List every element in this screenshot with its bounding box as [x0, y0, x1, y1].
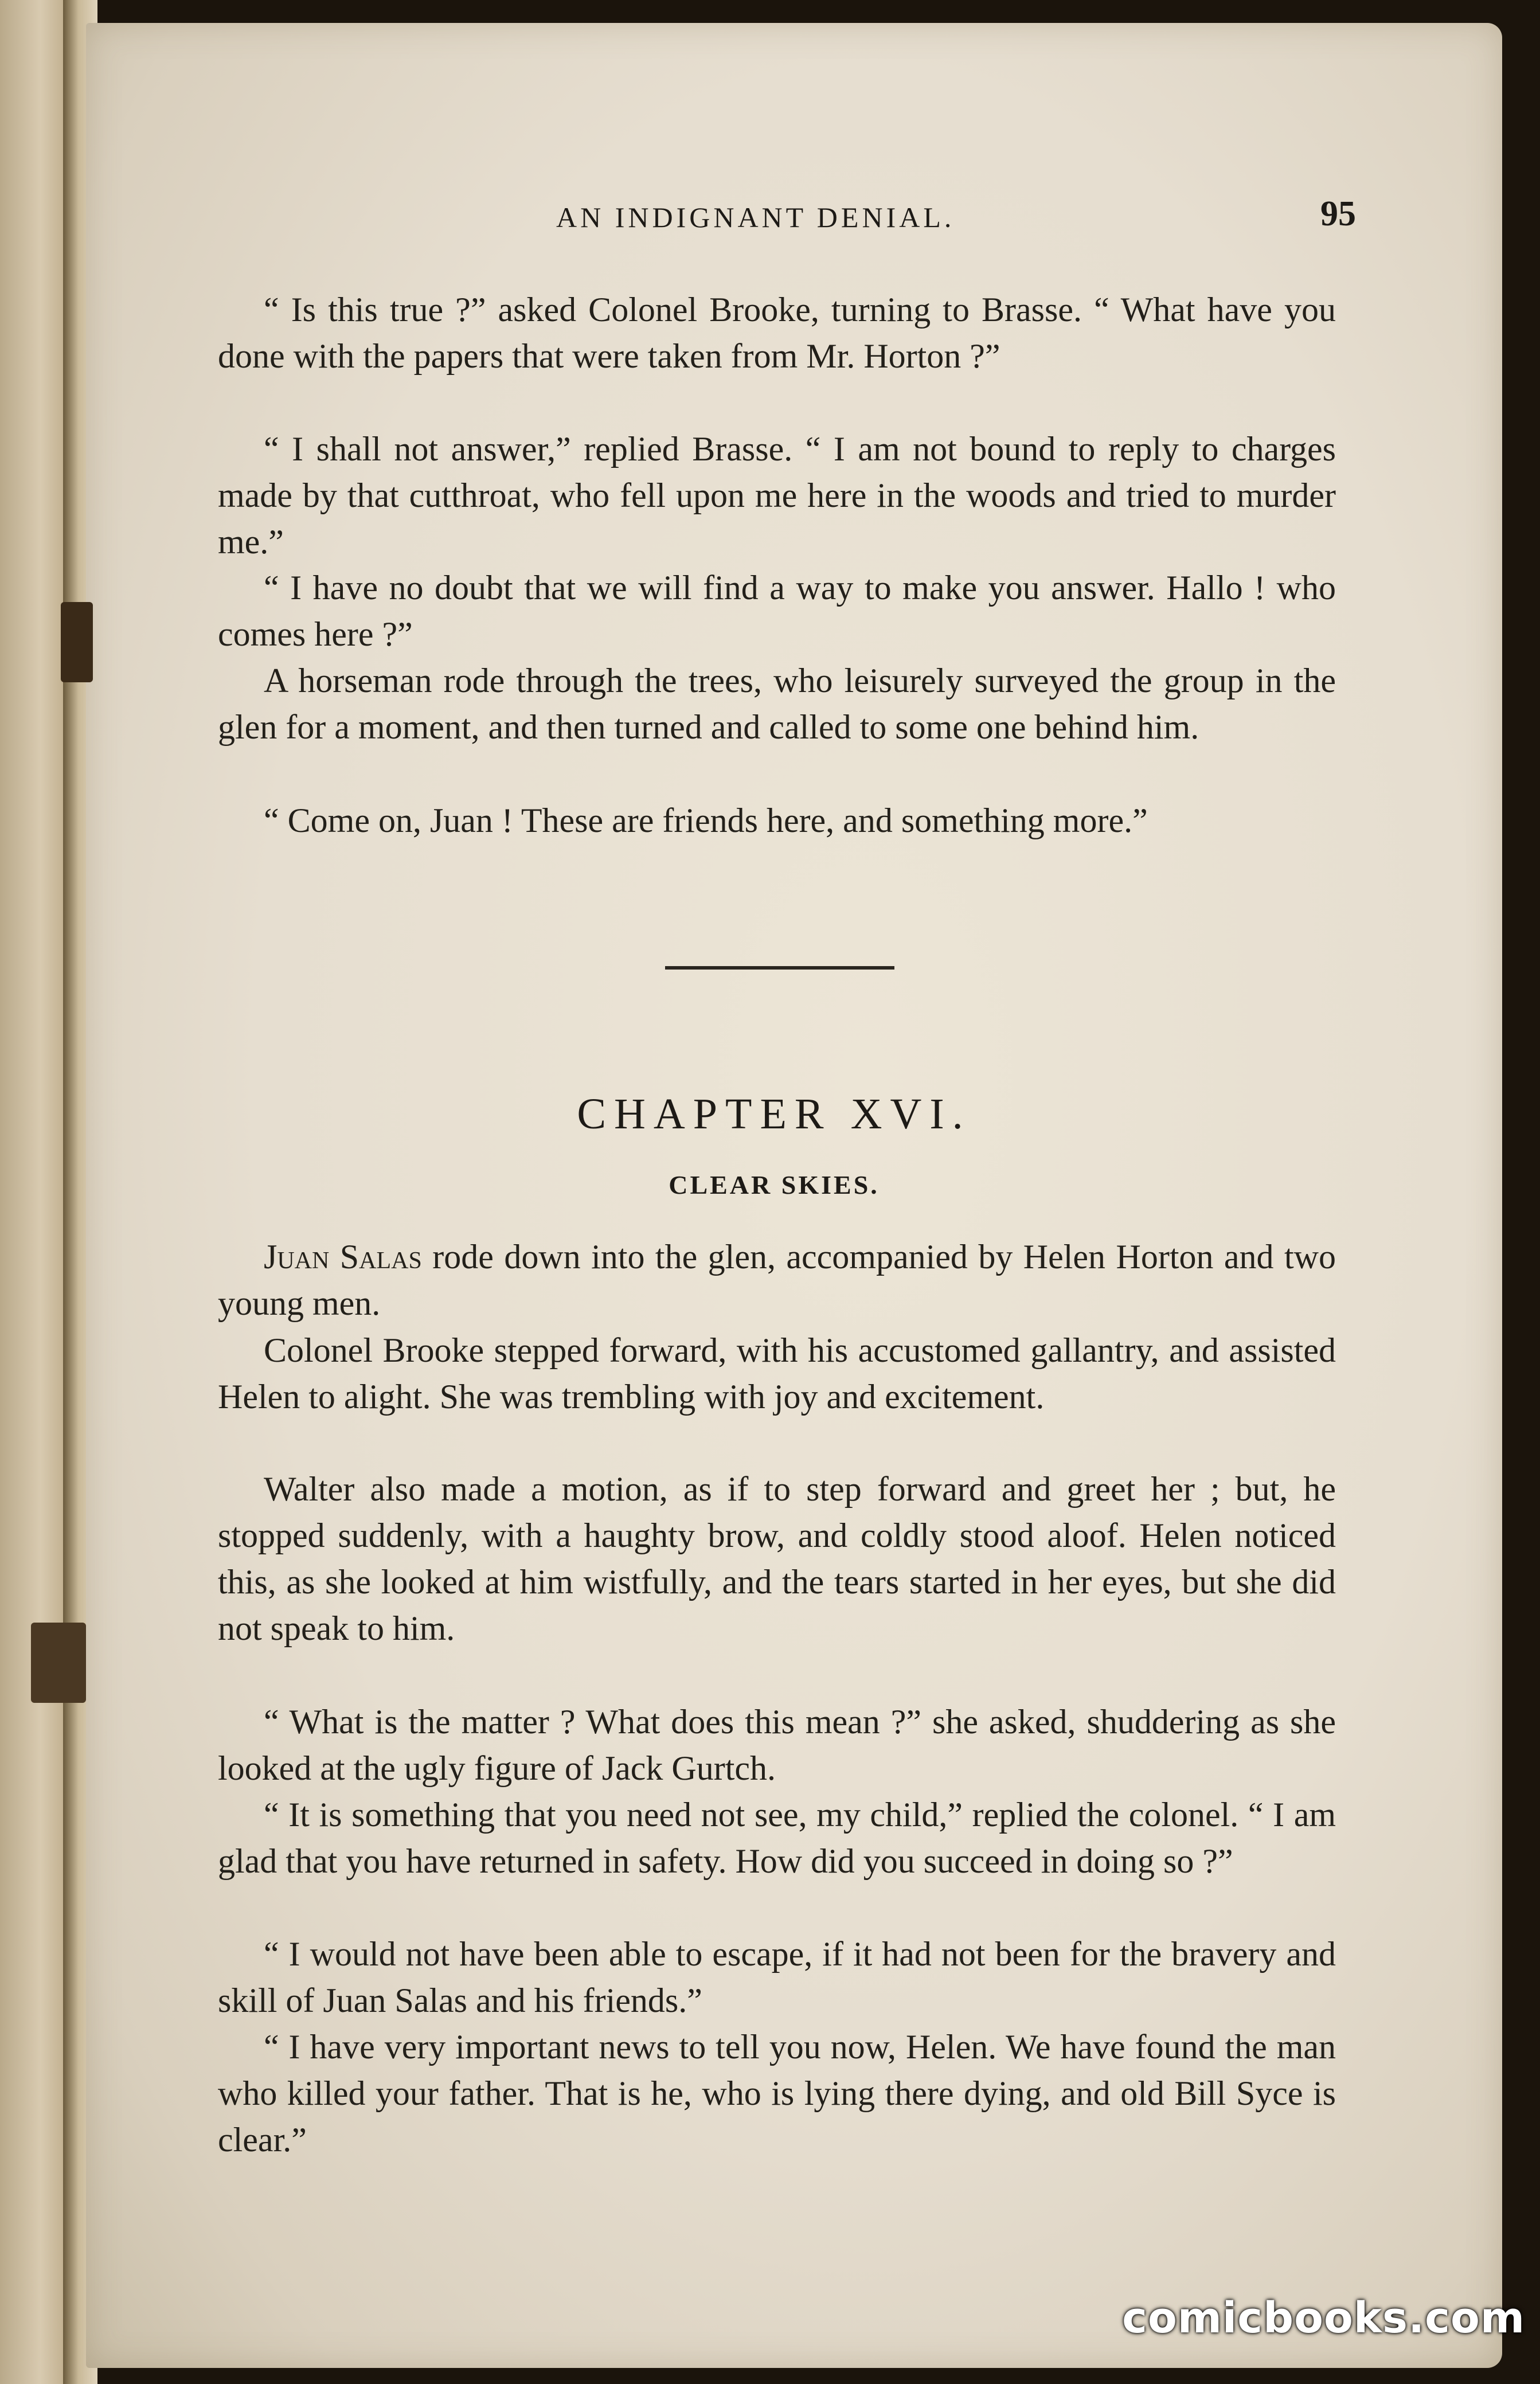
paragraph — [218, 426, 1336, 565]
paragraph-text: rode down into the glen, accompanied by Helen Horton and two young men. — [218, 1238, 1336, 1322]
paragraph — [218, 2024, 1336, 2163]
paragraph — [218, 1699, 1336, 1792]
paragraph — [218, 798, 1336, 844]
chapter-subtitle: CLEAR SKIES. — [669, 1170, 880, 1199]
running-head: AN INDIGNANT DENIAL. — [556, 201, 955, 233]
chapter-title: CHAPTER XVI. — [577, 1090, 971, 1138]
paragraph — [218, 1792, 1336, 1885]
paragraph — [218, 565, 1336, 658]
site-watermark: comicbooks.com — [1122, 2293, 1525, 2343]
paragraph-text: “ It is something that you need not see, my child,” replied the colonel. “ I am glad that you have returned in safety. How did you succeed in doing so ?” — [218, 1796, 1336, 1880]
binding-staple-bottom — [31, 1623, 86, 1703]
paragraph-text: “ I shall not answer,” replied Brasse. “ I am not bound to reply to charges made by that cutthroat, who fell upon me here in the woods and tried to murder me.” — [218, 430, 1336, 561]
paragraph-text: Colonel Brooke stepped forward, with his accustomed gallantry, and assisted Helen to alight. She was trembling with joy and excitement. — [218, 1331, 1336, 1416]
binding-staple-top — [61, 602, 93, 682]
paragraph-text: A horseman rode through the trees, who leisurely surveyed the group in the glen for a moment, and then turned and called to some one behind him. — [218, 662, 1336, 746]
paragraph — [218, 1327, 1336, 1420]
paragraph-text: “ Is this true ?” asked Colonel Brooke, turning to Brasse. “ What have you done with the papers that were taken from Mr. Horton ?” — [218, 291, 1336, 375]
paragraph-text: “ I have no doubt that we will find a way to make you answer. Hallo ! who comes here ?” — [218, 569, 1336, 653]
page-number: 95 — [1320, 194, 1356, 233]
paragraph — [218, 1466, 1336, 1652]
paragraph — [218, 1931, 1336, 2024]
paragraph — [218, 658, 1336, 751]
paragraph-text: “ Come on, Juan ! These are friends here, and something more.” — [264, 802, 1148, 839]
paragraph-text: “ What is the matter ? What does this mean ?” she asked, shuddering as she looked at the ugly figure of Jack Gurtch. — [218, 1703, 1336, 1787]
paragraph-text: Walter also made a motion, as if to step forward and greet her ; but, he stopped suddenly, with a haughty brow, and coldly stood aloof. Helen noticed this, as she looked at him wistfully, and the tears started in her eyes, but she did not speak to him. — [218, 1470, 1336, 1647]
paragraph-text: “ I would not have been able to escape, if it had not been for the bravery and skill of Juan Salas and his friends.” — [218, 1935, 1336, 2019]
opening-paragraph — [218, 1234, 1336, 1327]
section-divider — [665, 966, 894, 970]
opening-name: Juan Salas — [264, 1238, 422, 1276]
paragraph-text: “ I have very important news to tell you now, Helen. We have found the man who killed your father. That is he, who is lying there dying, and old Bill Syce is clear.” — [218, 2028, 1336, 2159]
paragraph — [218, 287, 1336, 380]
facing-page-edge — [0, 0, 73, 2384]
